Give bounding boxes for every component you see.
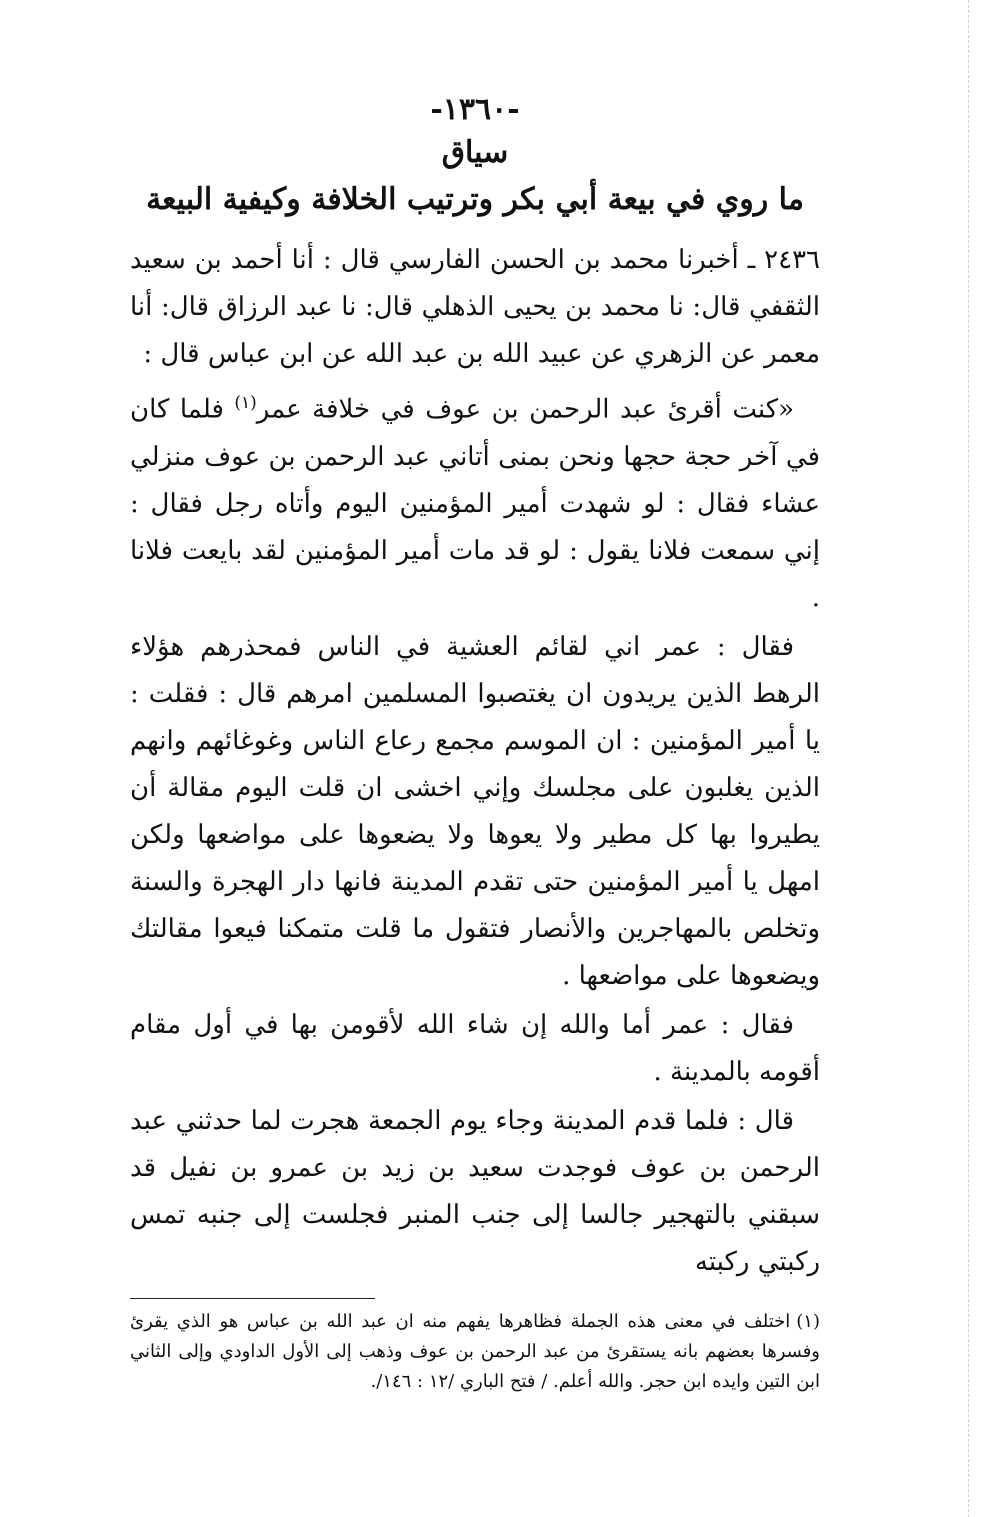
- paragraph-friday: قال : فلما قدم المدينة وجاء يوم الجمعة هجرت لما حدثني عبد الرحمن بن عوف فوجدت سعيد بن زيد بن عمرو بن نفيل قد سبقني بالتهجير جالسا إلى جنب المنبر فجلست إلى جنبه تمس ركبتي ركبته: [130, 1105, 820, 1277]
- footnote-divider: [130, 1298, 375, 1299]
- paragraph-umar-oath: فقال : عمر أما والله إن شاء الله لأقومن بها في أول مقام أقومه بالمدينة .: [130, 1009, 820, 1087]
- footnote-number: (١): [796, 1310, 820, 1332]
- section-subheading: ما روي في بيعة أبي بكر وترتيب الخلافة وكيفية البيعة: [146, 182, 804, 217]
- section-heading: سياق: [441, 135, 509, 170]
- page-edge-line: [968, 0, 969, 1517]
- narration-text-after-marker: فلما كان في آخر حجة حجها ونحن بمنى أتاني عبد الرحمن بن عوف منزلي عشاء فقال : لو شهدت أمير المؤمنين اليوم وأتاه رجل فقال : إني سمعت فلانا يقول : لو قد مات أمير المؤمنين لقد بايعت فلانا .: [130, 394, 820, 613]
- body-text: [130, 237, 820, 1286]
- footnote-marker: (١): [234, 393, 257, 413]
- paragraph-narration-start: [130, 380, 820, 622]
- page-number: -١٣٦٠-: [430, 92, 520, 127]
- paragraph-umar-reply: فقال : عمر اني لقائم العشية في الناس فمحذرهم هؤلاء الرهط الذين يريدون ان يغتصبوا المسلمين امرهم قال : فقلت : يا أمير المؤمنين : ان الموسم مجمع رعاع الناس وغوغائهم وانهم الذين يغلبون على مجلسك وإني اخشى ان قلت اليوم مقالة أن يطيروا بها كل مطير ولا يعوها ولا يضعوها على مواضعها ولكن امهل يا أمير المؤمنين حتى تقدم المدينة فانها دار الهجرة والسنة وتخلص بالمهاجرين والأنصار فتقول ما قلت متمكنا فيعوا مقالتك ويضعوها على مواضعها .: [130, 631, 820, 991]
- book-page: [130, 92, 820, 1397]
- paragraph-hadith-chain: ٢٤٣٦ ـ أخبرنا محمد بن الحسن الفارسي قال : أنا أحمد بن سعيد الثقفي قال: نا محمد بن يحيى الذهلي قال: نا عبد الرزاق قال: أنا معمر عن الزهري عن عبيد الله بن عبد الله عن ابن عباس قال :: [130, 245, 820, 369]
- footnote-text: اختلف في معنى هذه الجملة فظاهرها يفهم منه ان عبد الله بن عباس هو الذي يقرئ وفسرها بعضهم بانه يستقرئ من عبد الرحمن بن عوف وذهب إلى الأول الداودي وإلى الثاني ابن التين وايده ابن حجر. والله أعلم. / فتح الباري /١٢ : ١٤٦/.: [130, 1310, 820, 1392]
- narration-text-before-marker: «كنت أقرئ عبد الرحمن بن عوف في خلافة عمر: [256, 394, 794, 425]
- footnote: [130, 1307, 820, 1397]
